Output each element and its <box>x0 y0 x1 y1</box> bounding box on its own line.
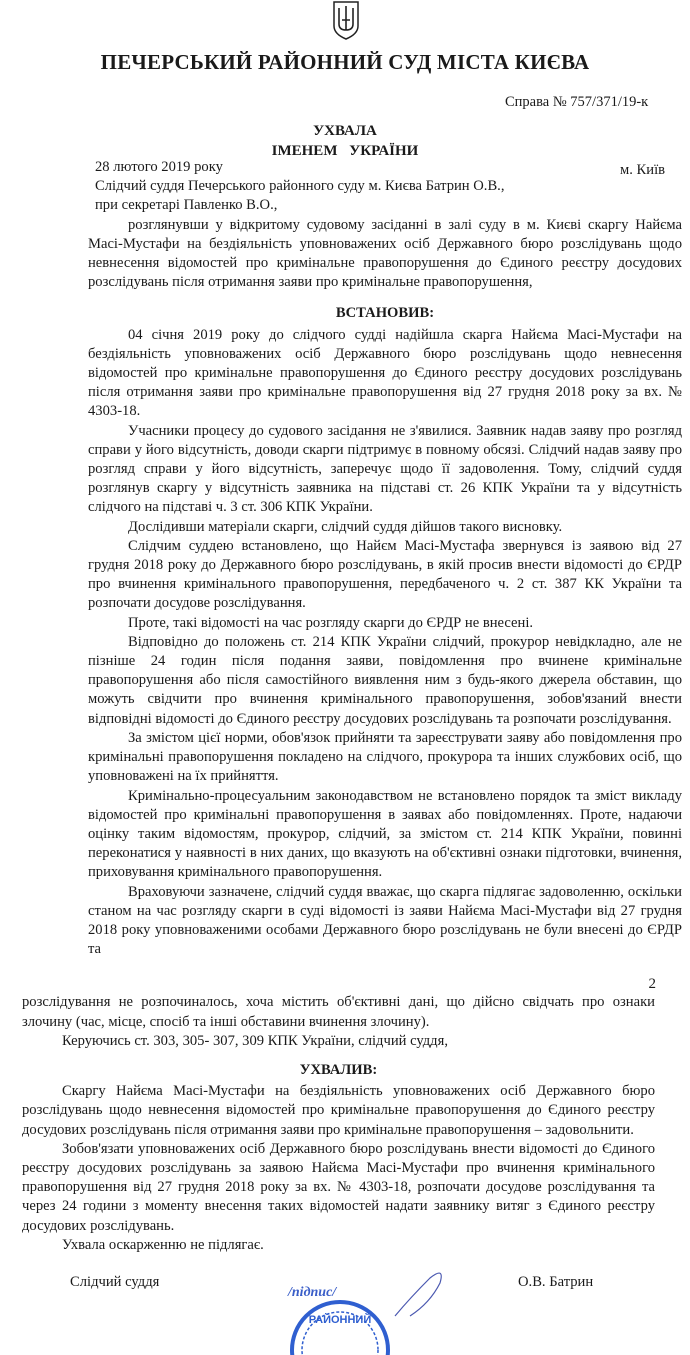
ruled-heading: УХВАЛИВ: <box>299 1061 378 1078</box>
city: м. Київ <box>620 162 666 178</box>
stamp-text: РАЙОННИЙ <box>308 1313 372 1326</box>
document-subtitle: ІМЕНЕМ УКРАЇНИ <box>271 143 419 159</box>
page-break <box>88 959 682 993</box>
judge-line: Слідчий суддя Печерського районного суду м. Києва Батрин О.В., <box>95 178 505 195</box>
case-number: Справа № 757/371/19-к <box>505 94 649 110</box>
signature-note: /підпис/ <box>288 1284 337 1300</box>
court-stamp <box>285 1295 395 1355</box>
trident-emblem-icon <box>331 0 361 40</box>
paragraph: Слідчим суддею встановлено, що Найєм Масі-Мустафа звернувся із заявою від 27 грудня 2018 року до Державного бюро розслідувань, в якій просив внести відомості до ЄРДР про вчинення кримінального правопорушення, передбаченого ч. 2 ст. 387 КК України та розпочати досудове розслідування. <box>88 537 682 612</box>
document-type: УХВАЛА <box>313 123 377 139</box>
secretary-line: при секретарі Павленко В.О., <box>95 197 278 214</box>
page-number: 2 <box>648 976 656 993</box>
signature-block <box>0 1273 690 1333</box>
ruling-paragraph: Ухвала оскарженню не підлягає. <box>62 1236 264 1253</box>
paragraph: 04 січня 2019 року до слідчого судді надійшла скарга Найєма Масі-Мустафи на бездіяльність уповноважених осіб Державного бюро розслідувань щодо невнесення відомостей про кримінальне правопорушення до Єдиного реєстру досудових розслідувань після отримання заяви про кримінальне правопорушення від 27 грудня 2018 року за вх. № 4303-18. <box>88 326 682 420</box>
established-heading: ВСТАНОВИВ: <box>335 305 435 322</box>
court-title: ПЕЧЕРСЬКИЙ РАЙОННИЙ СУД МІСТА КИЄВА <box>100 50 590 74</box>
paragraph: За змістом цієї норми, обов'язок прийняти та зареєструвати заяву або повідомлення про кримінальні правопорушення покладено на слідчого, прокурора та інших службових осіб, що уповноважені на їх прийняття. <box>88 729 682 785</box>
paragraph: Дослідивши матеріали скарги, слідчий суддя дійшов такого висновку. <box>128 518 563 535</box>
page-1-body <box>88 158 682 959</box>
paragraph: Відповідно до положень ст. 214 КПК України слідчий, прокурор невідкладно, але не пізніше 24 годин після подання заяви, повідомлення про вчинене кримінальне правопорушення або після самостійного виявлення ним з будь-якого джерела обставин, що можуть свідчити про вчинення кримінального правопорушення, зобов'язаний внести відповідні відомості до Єдиного реєстру досудових розслідувань та розпочати розслідування. <box>88 633 682 727</box>
paragraph: Кримінально-процесуальним законодавством не встановлено порядок та зміст викладу відомостей про кримінальні правопорушення в заявах або повідомленнях. Проте, надаючи оцінку таким відомостям, прокурор, слідчий, за змістом ст. 214 КПК України, повинні переконатися у наявності в них даних, що вказують на об'єктивні ознаки підготовки, вчинення, приховування кримінального правопорушення. <box>88 787 682 881</box>
document-body <box>22 158 682 1333</box>
considering-paragraph: розглянувши у відкритому судовому засіданні в залі суду в м. Києві скаргу Найєма Масі-Мустафи на бездіяльність уповноважених осіб Державного бюро розслідувань щодо невнесення відомостей про кримінальне правопорушення до Єдиного реєстру досудових розслідувань після отримання заяви про кримінальне правопорушення, <box>88 216 682 291</box>
continuation-paragraph: розслідування не розпочиналось, хоча містить об'єктивні дані, що дійсно свідчать про ознаки злочину (час, місце, спосіб та інші обставини вчинення злочину). <box>22 994 655 1030</box>
paragraph: Враховуючи зазначене, слідчий суддя вважає, що скарга підлягає задоволенню, оскільки станом на час розгляду скарги в суді відомості із заяви Найєма Масі-Мустафи від 27 грудня 2018 року уповноваженими особами Державного бюро розслідувань не були внесені до ЄРДР та <box>88 883 682 958</box>
handwritten-signature <box>390 1268 460 1318</box>
date: 28 лютого 2019 року <box>95 159 223 175</box>
page-2-body <box>22 993 655 1255</box>
signature-role: Слідчий суддя <box>70 1273 160 1290</box>
ruling-paragraph: Зобов'язати уповноважених осіб Державного бюро розслідувань внести відомості до Єдиного реєстру досудових розслідувань за заявою Найєма Масі-Мустафи про вчинення кримінального правопорушення від 27 грудня 2018 року за вх. № 4303-18, розпочати досудове розслідування та через 24 години з моменту внесення таких відомостей надати заявнику витяг з Єдиного реєстру досудових розслідувань. <box>22 1140 655 1234</box>
paragraph: Проте, такі відомості на час розгляду скарги до ЄРДР не внесені. <box>128 614 534 631</box>
paragraph: Учасники процесу до судового засідання не з'явилися. Заявник надав заяву про розгляд справи у його відсутність, доводи скарги підтримує в повному обсязі. Слідчий надав заяву про розгляд справи у його відсутність, заперечує щодо її задоволення. Тому, слідчий суддя розглянув скаргу у відсутність заявника на підставі ст. 26 КПК України та у відсутність слідчого на підставі ч. 3 ст. 306 КПК України. <box>88 422 682 516</box>
ruling-paragraph: Скаргу Найєма Масі-Мустафи на бездіяльність уповноважених осіб Державного бюро розслідувань щодо невнесення відомостей про кримінальне правопорушення до Єдиного реєстру досудових розслідувань після отримання заяви про кримінальне правопорушення – задовольнити. <box>22 1083 655 1138</box>
signature-name: О.В. Батрин <box>518 1273 594 1290</box>
guided-by-paragraph: Керуючись ст. 303, 305- 307, 309 КПК України, слідчий суддя, <box>62 1032 448 1049</box>
